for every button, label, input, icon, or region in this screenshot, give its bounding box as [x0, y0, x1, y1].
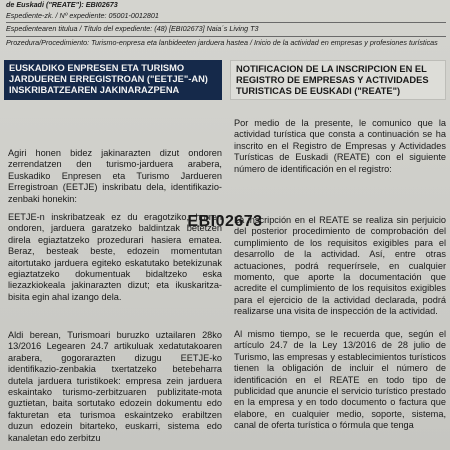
header-line-file-title: Espedientearen titulua / Título del expediente: (48) [EBI02673] Naia´s Living T3 [6, 24, 259, 34]
header-line-procedure: Prozedura/Procedimiento: Turismo-enpresa eta lanbideeten jarduera hastea / Inicio de la actividad en empresas y profesiones turísticas [6, 37, 438, 47]
spanish-paragraph-3: Al mismo tiempo, se le recuerda que, según el artículo 24.7 de la Ley 13/2016 de 28 julio de Turismo, las empresas y establecimientos turísticos tienen la obligación de incluir el número de identificación en el REATE en todo tipo de publicidad que anuncie el servicio turístico prestado en la empresa y en todo documento o factura que elabore, en cualquier medio, soporte, sistema, canal de oferta turística o fórmula que tenga [234, 329, 446, 431]
basque-paragraph-1: Agiri honen bidez jakinarazten dizut ondoren zerrendatzen den turismo-jarduera arabera, Euskadiko Enpresen eta Turismo Jardueren Erregistroan (EETJE) inskribatu dela, identifikazio-zenbaki honekin: [8, 148, 222, 204]
spanish-paragraph-2: La inscripción en el REATE se realiza sin perjuicio del posterior procedimiento de comprobación del cumplimiento de los requisitos exigibles para el desarrollo de la actividad. Así, entre otras actuaciones, podrá requerírsele, en cualquier momento, que aporte la documentación que acredite el cumplimiento de los requisitos exigibles para el ejercicio de la actividad declarada, podrá realizarse una visita de inspección de la actividad. [234, 215, 446, 317]
document-header [6, 0, 446, 48]
header-divider [6, 36, 446, 37]
spanish-title: NOTIFICACION DE LA INSCRIPCION EN EL REGISTRO DE EMPRESAS Y ACTIVIDADES TURISTICAS DE EUSKADI ("REATE") [230, 60, 446, 100]
spanish-column [230, 60, 446, 431]
header-line-register: de Euskadi ("REATE"): EBI02673 [6, 0, 118, 9]
header-divider [6, 22, 446, 23]
basque-title: EUSKADIKO ENPRESEN ETA TURISMO JARDUEREN ERREGISTROAN ("EETJE"-AN) INSKRIBATZEAREN JAKINARAZPENA [4, 60, 222, 100]
basque-column [4, 60, 222, 443]
registration-code: EBI02673 [187, 213, 263, 230]
header-line-file-number: Espediente-zk. / Nº expediente: 05001-0012801 [6, 10, 159, 20]
basque-paragraph-3: Aldi berean, Turismoari buruzko uztailaren 28ko 13/2016 Legearen 24.7 artikuluak xedatutakoaren arabera, gogorarazten dizugu EETJE-ko identifikazio-zenbakia txertatzeko betebeharra dutela jarduera turistikoek: empresa zein jarduera eskaintako turismo-zerbitzuaren publizitate-mota guztietan, baita sortutako edozein dokumentu edo fakturetan eta turismoa eskaintzeko erabiltzen duzun edozein bitarteko, euskarri, sistema edo kanaletan edo zerbitzu [8, 330, 222, 443]
basque-paragraph-2: EETJE-n inskribatzeak ez du eragotziko, horren ondoren, jarduera garatzeko baldintzak betetzen direla egiaztatzeko prozedurari hasiera ematea. Beraz, besteak beste, edozein momentutan aitortutako jarduera egiteko eskatutako betekizunak egiaztatzeko dokumentuak bidaltzeko eska liezazkiokeala jakinarazten dizut; eta ikuskaritza-bisita egin ahal izango dela. [8, 212, 222, 302]
spanish-paragraph-1: Por medio de la presente, le comunico que la actividad turística que consta a continuación se ha inscrito en el Registro de Empresas y Actividades Turísticas de Euskadi (REATE) con el siguiente número de identificación en el registro: [234, 118, 446, 174]
